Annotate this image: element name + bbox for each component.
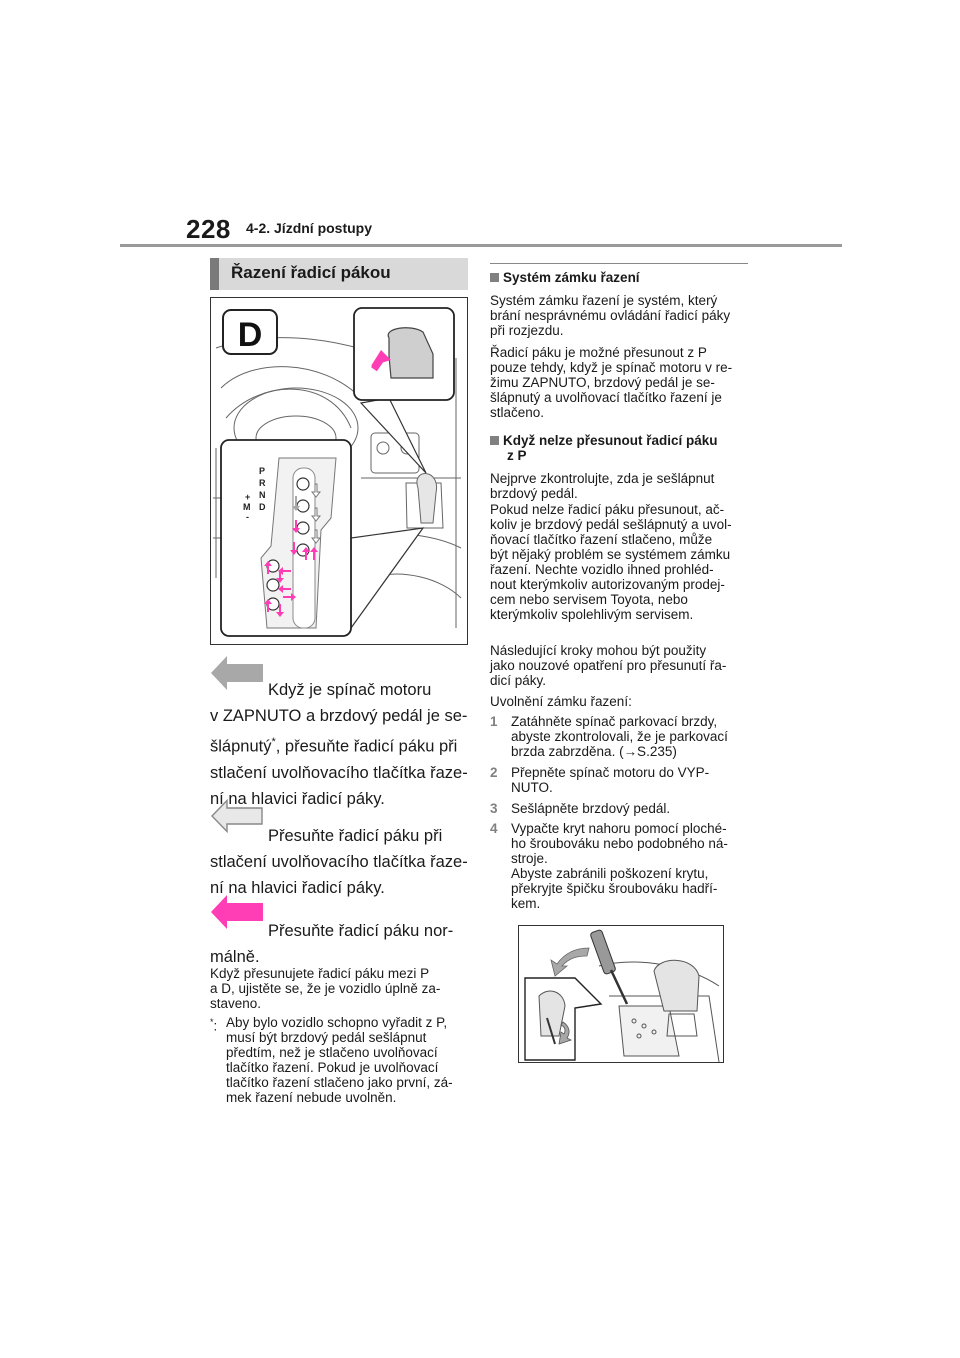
chapter-title: 4-2. Jízdní postupy	[246, 220, 373, 236]
paragraph-4: Pokud nelze řadicí páku přesunout, ač- koliv je brzdový pedál sešlápnutý a uvol- ňovací tlačítko řazení stlačeno, může být nějaký problém se systémem zámku řazení. Nechte vozidlo ihned prohléd- nout kterýmkoliv autorizovaným prodej- cem nebo servisem Toyota, nebo kterýmkoliv spolehlivým servisem.	[490, 502, 732, 622]
page-reference-link[interactable]: brzda zabrzděna. (→S.235)	[511, 744, 677, 759]
header-rule	[120, 244, 842, 247]
right-column-rule	[490, 263, 748, 264]
shift-lever-drawing	[211, 298, 467, 644]
drive-badge: D	[237, 316, 263, 354]
footnote: *: Aby bylo vozidlo schopno vyřadit z P, musí být brzdový pedál sešlápnut předtím, než je stlačeno uvolňovací tlačítko řazení. Pokud je uvolňovací tlačítko řazení stlačeno jako první, zá- mek řazení nebude uvolněn.	[210, 1015, 453, 1105]
gate-label-m: M	[243, 502, 251, 512]
shift-note: Když přesunujete řadicí páku mezi P a D, ujistěte se, že je vozidlo úplně za- staveno.	[210, 966, 441, 1011]
gate-label-d: D	[259, 502, 266, 512]
gate-label-p: P	[259, 466, 266, 476]
heading-shift-lock: Systém zámku řazení	[490, 270, 748, 285]
step-4: 4 Vypačte kryt nahoru pomocí ploché- ho šroubováku nebo podobného ná- stroje. Abyste zabránili poškození krytu, překryjte špičku šroubováku hadří- kem.	[490, 821, 728, 911]
step-1: 1 Zatáhněte spínač parkovací brzdy, abyste zkontrolovali, že je parkovací brzda zabrzděna. (→S.235)	[490, 714, 752, 759]
square-bullet-icon	[490, 273, 499, 282]
screwdriver-cover-illustration	[518, 925, 724, 1063]
paragraph-2: Řadicí páku je možné přesunout z P pouze tehdy, když je spínač motoru v re- žimu ZAPNUTO, brzdový pedál je se- šlápnutý a uvolňovací tlačítko řazení je stlačeno.	[490, 345, 733, 420]
step-2: 2 Přepněte spínač motoru do VYP- NUTO.	[490, 765, 710, 795]
screwdriver-drawing	[519, 926, 723, 1062]
square-bullet-icon	[490, 436, 499, 445]
section-title	[210, 258, 468, 290]
legend-item-1: Když je spínač motoru v ZAPNUTO a brzdový pedál je se- šlápnutý*, přesuňte řadicí páku při stlačení uvolňovacího tlačítka řaze- ní na hlavici řadicí páky.	[210, 681, 468, 808]
shift-lever-illustration	[210, 297, 468, 645]
paragraph-1: Systém zámku řazení je systém, který brání nesprávnému ovládání řadicí páky při rozjezdu.	[490, 293, 731, 338]
paragraph-6: Uvolnění zámku řazení:	[490, 694, 632, 709]
gate-label-plus: +	[245, 492, 251, 502]
page-number: 228	[186, 214, 231, 244]
paragraph-3: Nejprve zkontrolujte, zda je sešlápnut brzdový pedál.	[490, 471, 715, 501]
legend-item-3: Přesuňte řadicí páku nor- málně.	[210, 922, 454, 966]
paragraph-5: Následující kroky mohou být použity jako nouzové opatření pro přesunutí řa- dicí páky.	[490, 643, 727, 688]
gate-label-r: R	[259, 478, 266, 488]
gate-label-n: N	[259, 490, 266, 500]
step-3: 3 Sešlápněte brzdový pedál.	[490, 801, 671, 816]
section-title-text: Řazení řadicí pákou	[231, 263, 391, 282]
legend-item-2: Přesuňte řadicí páku při stlačení uvolňovacího tlačítka řaze- ní na hlavici řadicí páky.	[210, 827, 468, 897]
gate-label-minus: -	[246, 512, 249, 522]
heading-cannot-shift: Když nelze přesunout řadicí páku z P	[490, 433, 748, 463]
